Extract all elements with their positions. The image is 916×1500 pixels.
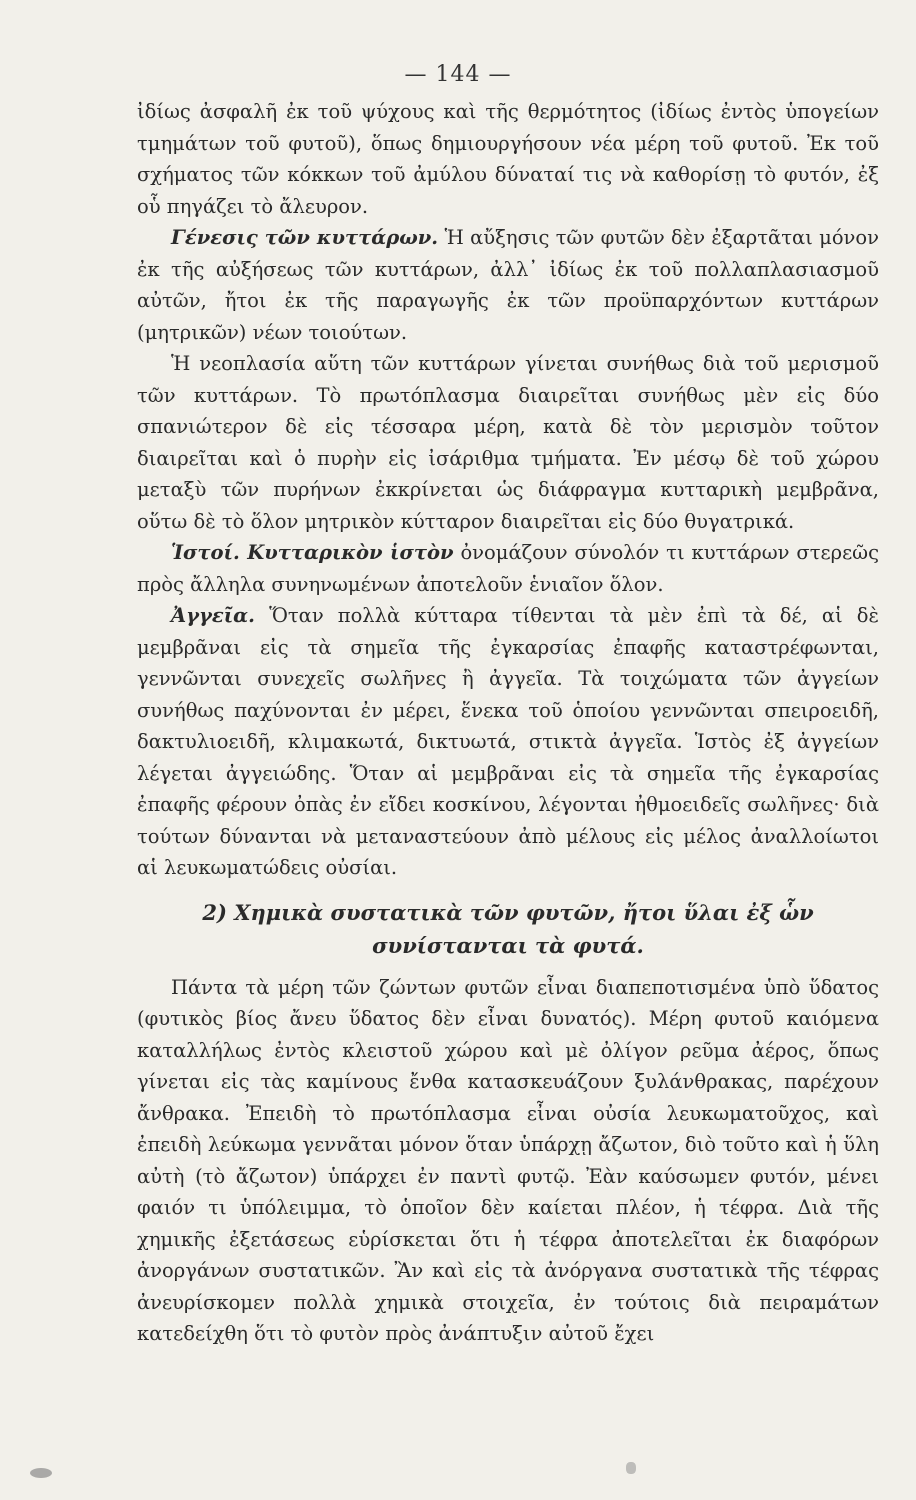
paragraph-heading: Ἱστοί. Κυτταρικὸν ἱστὸν bbox=[171, 541, 454, 564]
paragraph-text: Ὅταν πολλὰ κύτταρα τίθενται τὰ μὲν ἐπὶ τὰ δέ, αἱ δὲ μεμβρᾶναι εἰς τὰ σημεῖα τῆς ἐγκαρσίας ἐπαφῆς καταστρέφωνται, γεννῶνται συνεχεῖς σωλῆνες ἢ ἀγγεῖα. Τὰ τοιχώματα τῶν ἀγγείων συνήθως παχύνονται ἐν μέρει, ἕνεκα τοῦ ὁποίου γεννῶνται σπειροειδῆ, δακτυλιοειδῆ, κλιμακωτά, δικτυωτά, στικτὰ ἀγγεῖα. Ἱστὸς ἐξ ἀγγείων λέγεται ἀγγειώδης. Ὅταν αἱ μεμβρᾶναι εἰς τὰ σημεῖα τῆς ἐγκαρσίας ἐπαφῆς φέρουν ὀπὰς ἐν εἴδει κοσκίνου, λέγονται ἠθμοειδεῖς σωλῆνες· διὰ τούτων δύνανται νὰ μεταναστεύουν ἀπὸ μέλους εἰς μέλος ἀναλλοίωτοι αἱ λευκωματώδεις οὐσίαι. bbox=[137, 604, 879, 879]
ink-smudge-mark bbox=[30, 1468, 52, 1478]
paragraph-text: ὀνομάζουν σύνολόν τι κυττάρων στερεῶς πρὸς ἄλληλα συνηνωμένων ἀποτελοῦν ἑνιαῖον ὅλον. bbox=[137, 541, 880, 596]
paragraph-heading: Ἀγγεῖα. bbox=[171, 604, 255, 627]
paragraph-text: Ἡ αὔξησις τῶν φυτῶν δὲν ἐξαρτᾶται μόνον ἐκ τῆς αὐξήσεως τῶν κυττάρων, ἀλλ᾽ ἰδίως ἐκ τοῦ πολλαπλασιασμοῦ αὐτῶν, ἤτοι ἐκ τῆς παραγωγῆς ἐκ τῶν προϋπαρχόντων κυττάρων (μητρικῶν) νέων τοιούτων. bbox=[137, 226, 880, 344]
paragraph bbox=[137, 348, 879, 537]
page-number: — 144 — bbox=[404, 62, 512, 87]
paragraph bbox=[137, 222, 879, 348]
paragraph-text: Ἡ νεοπλασία αὕτη τῶν κυττάρων γίνεται συνήθως διὰ τοῦ μερισμοῦ τῶν κυττάρων. Τὸ πρωτόπλασμα διαιρεῖται συνήθως μὲν εἰς δύο σπανιώτερον δὲ εἰς τέσσαρα μέρη, κατὰ δὲ τὸν μερισμὸν τοῦτον διαιρεῖται καὶ ὁ πυρὴν εἰς ἰσάριθμα τμήματα. Ἐν μέσῳ δὲ τοῦ χώρου μεταξὺ τῶν πυρήνων ἐκκρίνεται ὡς διάφραγμα κυτταρικὴ μεμβρᾶνα, οὕτω δὲ τὸ ὅλον μητρικὸν κύτταρον διαιρεῖται εἰς δύο θυγατρικά. bbox=[137, 352, 879, 533]
paragraph bbox=[137, 600, 879, 884]
paragraph-heading: Γένεσις τῶν κυττάρων. bbox=[171, 226, 439, 249]
body-text bbox=[137, 96, 879, 1350]
section-heading-line: συνίστανται τὰ φυτά. bbox=[372, 932, 644, 958]
paragraph bbox=[137, 96, 879, 222]
paragraph bbox=[137, 972, 879, 1350]
paragraph bbox=[137, 537, 879, 600]
ink-dot-mark bbox=[626, 1462, 636, 1474]
paragraph-text: ἰδίως ἀσφαλῆ ἐκ τοῦ ψύχους καὶ τῆς θερμότητος (ἰδίως ἐντὸς ὑπογείων τμημάτων τοῦ φυτοῦ), ὅπως δημιουργήσουν νέα μέρη τοῦ φυτοῦ. Ἐκ τοῦ σχήματος τῶν κόκκων τοῦ ἀμύλου δύναταί τις νὰ καθορίσῃ τὸ φυτόν, ἐξ οὗ πηγάζει τὸ ἄλευρον. bbox=[137, 100, 879, 218]
paragraph-text: Πάντα τὰ μέρη τῶν ζώντων φυτῶν εἶναι διαπεποτισμένα ὑπὸ ὕδατος (φυτικὸς βίος ἄνευ ὕδατος δὲν εἶναι δυνατός). Μέρη φυτοῦ καιόμενα καταλλήλως ἐντὸς κλειστοῦ χώρου καὶ μὲ ὀλίγον ρεῦμα ἀέρος, ὅπως γίνεται εἰς τὰς καμίνους ἔνθα κατασκευάζουν ξυλάνθρακας, παρέχουν ἄνθρακα. Ἐπειδὴ τὸ πρωτόπλασμα εἶναι οὐσία λευκωματοῦχος, καὶ ἐπειδὴ λεύκωμα γεννᾶται μόνον ὅταν ὑπάρχῃ ἄζωτον, διὸ τοῦτο καὶ ἡ ὕλη αὐτὴ (τὸ ἄζωτον) ὑπάρχει ἐν παντὶ φυτῷ. Ἐὰν καύσωμεν φυτόν, μένει φαιόν τι ὑπόλειμμα, τὸ ὁποῖον δὲν καίεται πλέον, ἡ τέφρα. Διὰ τῆς χημικῆς ἐξετάσεως εὑρίσκεται ὅτι ἡ τέφρα ἀποτελεῖται ἐκ διαφόρων ἀνοργάνων συστατικῶν. Ἂν καὶ εἰς τὰ ἀνόργανα συστατικὰ τῆς τέφρας ἀνευρίσκομεν πολλὰ χημικὰ στοιχεῖα, ἐν τούτοις διὰ πειραμάτων κατεδείχθη ὅτι τὸ φυτὸν πρὸς ἀνάπτυξιν αὐτοῦ ἔχει bbox=[137, 975, 879, 1345]
section-heading-line: 2) Χημικὰ συστατικὰ τῶν φυτῶν, ἤτοι ὕλαι ἐξ ὧν bbox=[202, 899, 814, 925]
section-heading bbox=[137, 896, 879, 962]
